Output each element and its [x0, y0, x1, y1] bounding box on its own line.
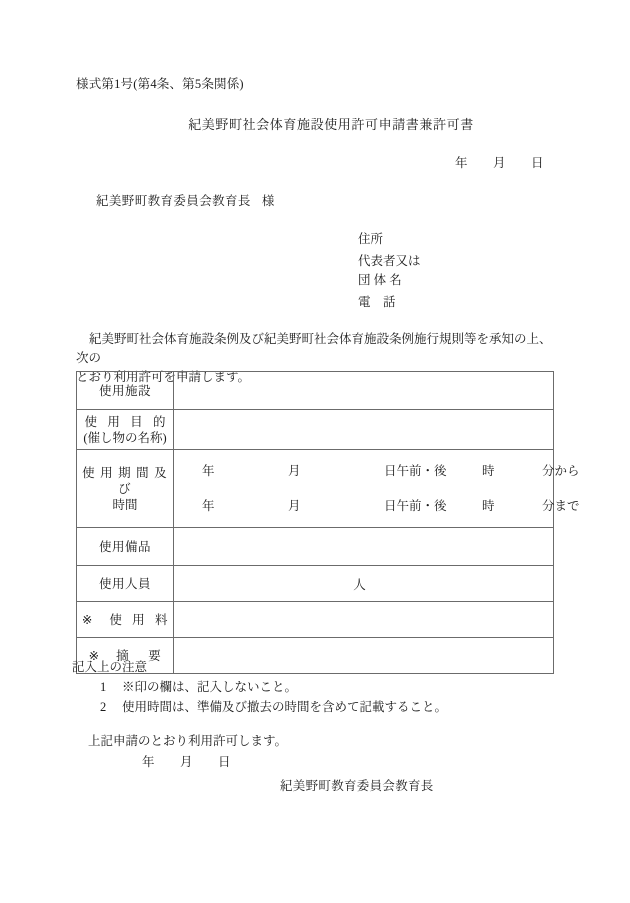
row-value-attendance[interactable]	[174, 566, 554, 602]
datetime-end-day-period: 日午前・後	[384, 499, 447, 513]
approval-statement: 上記申請のとおり利用許可します。	[88, 734, 288, 748]
row-label-purpose-line1: 使 用 目 的	[84, 414, 170, 429]
datetime-row-end	[174, 498, 580, 514]
notes-section	[72, 657, 447, 717]
approval-section	[88, 731, 434, 797]
note-item	[72, 697, 447, 717]
applicant-address-label: 住所	[358, 232, 384, 246]
table-row	[77, 410, 554, 450]
fee-official-use-mark: ※	[81, 612, 93, 627]
row-value-fee	[174, 602, 554, 638]
notes-title: 記入上の注意	[72, 660, 148, 674]
row-label-purpose-line2: (催し物の名称)	[83, 430, 167, 445]
header-date-day: 日	[531, 156, 544, 170]
row-label-period	[77, 450, 174, 528]
row-value-facility[interactable]	[174, 372, 554, 410]
form-number: 様式第1号(第4条、第5条関係)	[76, 77, 244, 91]
body-paragraph-line-1: 紀美野町社会体育施設条例及び紀美野町社会体育施設条例施行規則等を承知の上、次の	[76, 332, 552, 365]
applicant-representative-label-line2: 団 体 名	[358, 273, 402, 287]
table-row	[77, 566, 554, 602]
note-text: ※印の欄は、記入しないこと。	[122, 680, 298, 694]
row-value-period[interactable]	[174, 450, 580, 528]
datetime-start-minute: 分から	[542, 464, 580, 478]
page-title-text: 紀美野町社会体育施設使用許可申請書兼許可書	[188, 117, 474, 132]
row-label-attendance-text: 使用人員	[98, 576, 151, 591]
datetime-start-day-period: 日午前・後	[384, 464, 447, 478]
applicant-info-block	[358, 231, 421, 311]
header-date-year: 年	[455, 156, 468, 170]
row-label-equipment	[77, 528, 174, 566]
datetime-end-month: 月	[288, 499, 301, 513]
note-item	[72, 677, 447, 697]
row-label-period-line2: 時間	[112, 497, 138, 512]
addressee-line	[96, 191, 275, 209]
applicant-representative-label-line1: 代表者又は	[358, 254, 421, 268]
note-text: 使用時間は、準備及び撤去の時間を含めて記載すること。	[122, 700, 448, 714]
datetime-row-start	[174, 463, 580, 479]
application-form-table	[76, 371, 580, 674]
approval-date-line	[88, 752, 434, 773]
header-date-line	[455, 153, 544, 171]
table-row	[77, 528, 554, 566]
approval-date-month: 月	[180, 755, 193, 769]
remarks-official-use-mark: ※	[88, 648, 100, 663]
page-title	[0, 114, 630, 133]
note-number: 2	[100, 700, 107, 714]
row-value-equipment[interactable]	[174, 528, 554, 566]
row-label-fee-wrap	[77, 612, 173, 628]
row-label-facility-text: 使用施設	[98, 383, 151, 398]
datetime-start-month: 月	[288, 464, 301, 478]
approval-date-year: 年	[142, 755, 155, 769]
addressee-name: 紀美野町教育委員会教育長	[96, 194, 251, 208]
row-label-fee-text: 使 用 料	[109, 612, 172, 627]
table-row	[77, 372, 554, 410]
approval-date-day: 日	[218, 755, 231, 769]
approval-issuer: 紀美野町教育委員会教育長	[280, 779, 434, 793]
note-number: 1	[100, 680, 107, 694]
header-date-month: 月	[493, 156, 506, 170]
row-value-purpose[interactable]	[174, 410, 554, 450]
row-label-purpose	[77, 410, 174, 450]
body-paragraph-line-2: とおり利用許可を申請します。	[76, 370, 251, 384]
row-label-equipment-text: 使用備品	[98, 539, 151, 554]
row-value-attendance-unit: 人	[353, 577, 366, 592]
datetime-end-hour: 時	[482, 499, 495, 513]
table-row	[77, 450, 554, 528]
table-row	[77, 602, 554, 638]
row-label-remarks-text: 摘 要	[116, 648, 165, 663]
applicant-phone-label: 電 話	[358, 295, 396, 309]
datetime-start-year: 年	[202, 464, 215, 478]
row-label-attendance	[77, 566, 174, 602]
datetime-end-year: 年	[202, 499, 215, 513]
datetime-end-minute: 分まで	[542, 499, 580, 513]
datetime-start-hour: 時	[482, 464, 495, 478]
addressee-honorific: 様	[261, 194, 275, 208]
row-label-facility	[77, 372, 174, 410]
row-label-fee	[77, 602, 174, 638]
row-label-period-line1: 使 用 期 間 及 び	[82, 465, 168, 496]
